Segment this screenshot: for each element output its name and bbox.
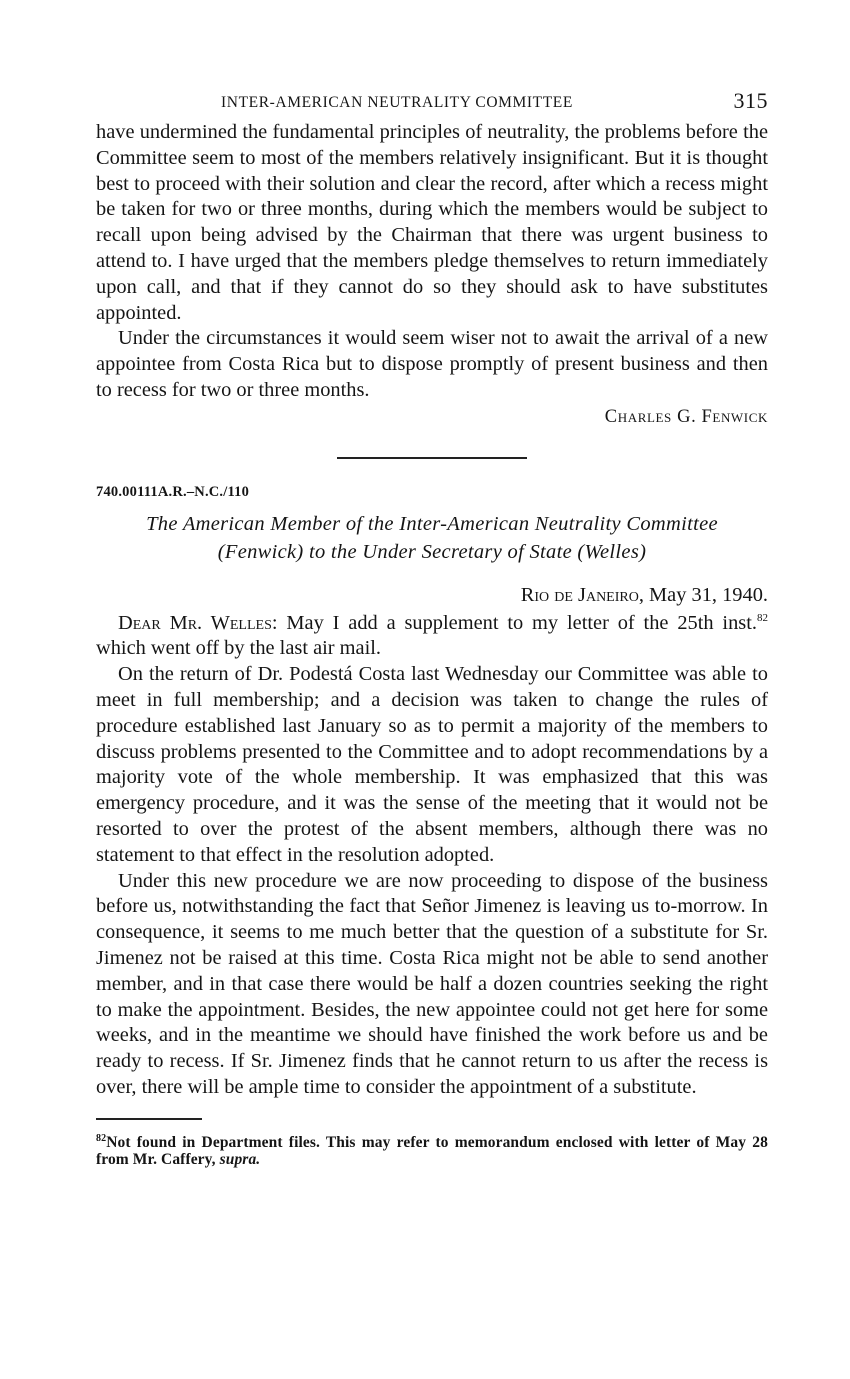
file-number: 740.00111A.R.–N.C./110 (96, 483, 250, 500)
footnote-reference[interactable]: 82 (757, 611, 768, 624)
salutation-paragraph (96, 611, 768, 663)
running-header (96, 88, 768, 120)
continued-paragraph: have undermined the fundamental principles of neutrality, the problems before the Committee seem to most of the members relatively insignificant. But it is thought best to proceed with their solution and clear the record, after which a recess might be taken for two or three months, during which the members would be subject to recall upon being advised by the Chairman that there was urgent business to attend to. I have urged that the members pledge themselves to return immediately upon call, and that if they cannot do so they should ask to have substitutes appointed. (96, 121, 768, 324)
place-date (96, 583, 768, 609)
opening-text: : May I add a supplement to my letter of the 25th inst. (271, 611, 757, 634)
footnote-mark: 82 (96, 1132, 107, 1144)
salutation: Dear Mr. Welles (118, 611, 272, 634)
running-title: INTER-AMERICAN NEUTRALITY COMMITTEE (221, 94, 573, 111)
footnote-divider (96, 1118, 202, 1120)
body-paragraph: On the return of Dr. Podestá Costa last Wednesday our Committee was able to meet in full membership; and a decision was taken to change the rules of procedure established last January so as to permit a majority of the members to discuss problems presented to the Committee and to adopt recommendations by a majority vote of the whole membership. It was emphasized that this was emergency procedure, and it was the sense of the meeting that it would not be resorted to over the protest of the absent members, although there was no statement to that effect in the resolution adopted. (96, 663, 768, 866)
date: May 31, 1940. (643, 583, 768, 606)
page-number: 315 (733, 88, 768, 113)
footnote-supra: supra. (219, 1151, 261, 1169)
document-title (96, 510, 768, 566)
document-page (96, 88, 768, 1169)
opening-text-rest: which went off by the last air mail. (96, 637, 382, 660)
document-title-line-1: The American Member of the Inter-American Neutrality Committee (146, 512, 718, 535)
section-divider (337, 457, 527, 459)
footnote (96, 1134, 768, 1169)
body-paragraph: Under this new procedure we are now proceeding to dispose of the business before us, notwithstanding the fact that Señor Jimenez is leaving us to-morrow. In consequence, it seems to me much better that the question of a substitute for Sr. Jimenez not be raised at this time. Costa Rica might not be able to send another member, and in that case there would be half a dozen countries seeking the right to make the appointment. Besides, the new appointee could not get here for some weeks, and in the meantime we should have finished the work before us and be ready to recess. If Sr. Jimenez finds that he cannot return to us after the recess is over, there will be ample time to consider the appointment of a substitute. (96, 869, 768, 1098)
footnote-text: Not found in Department files. This may refer to memorandum enclosed with letter of May 28 from Mr. Caffery, (96, 1133, 768, 1169)
closing-paragraph: Under the circumstances it would seem wiser not to await the arrival of a new appointee from Costa Rica but to dispose promptly of present business and then to recess for two or three months. (96, 327, 768, 401)
place: Rio de Janeiro, (520, 583, 644, 606)
signature: Charles G. Fenwick (604, 406, 768, 427)
document-title-line-2: (Fenwick) to the Under Secretary of State (Welles) (217, 540, 647, 563)
